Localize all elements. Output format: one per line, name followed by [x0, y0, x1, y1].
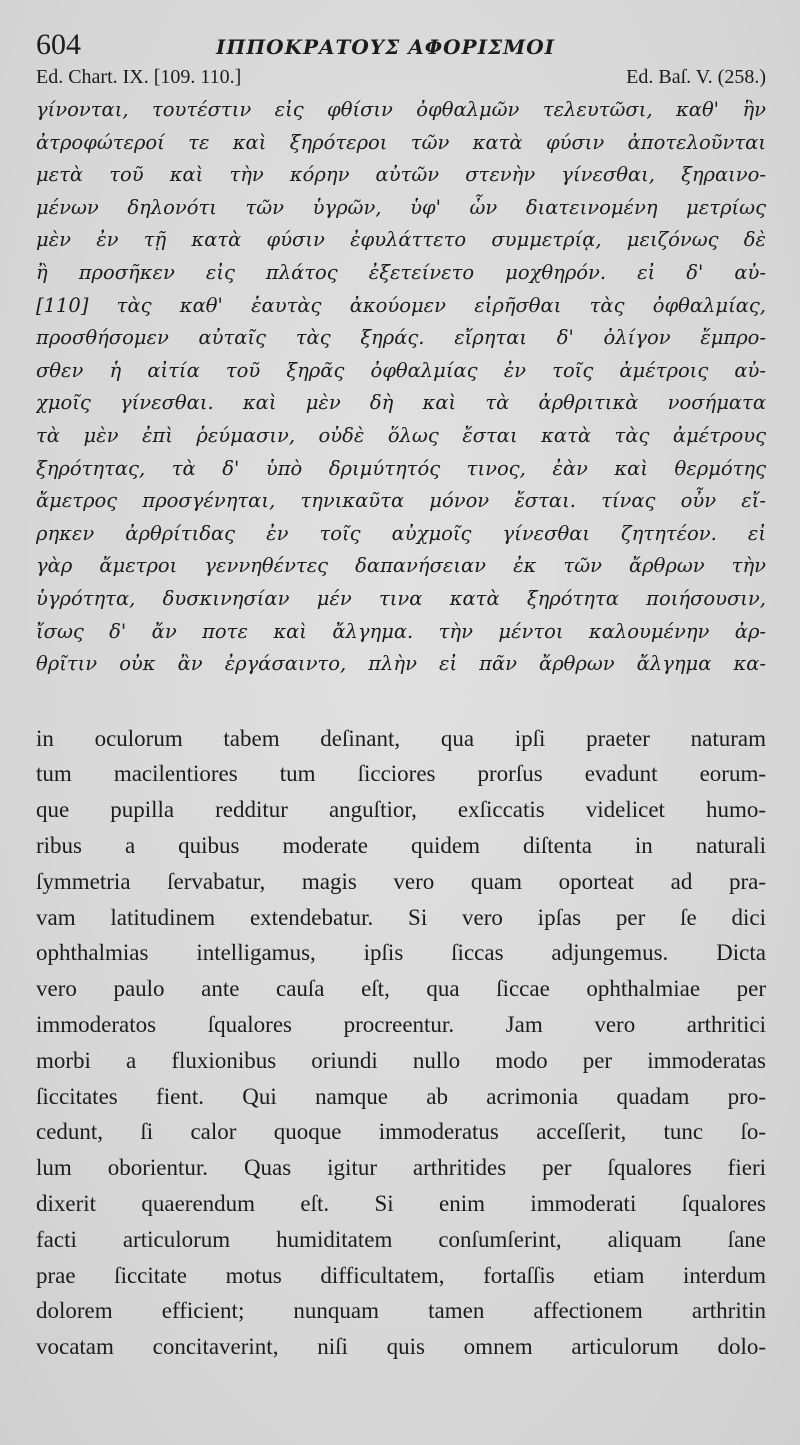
latin-text-line: immoderatos ſqualores procreentur. Jam vero arthritici	[36, 1012, 766, 1038]
greek-text-line: γὰρ ἄμετροι γεννηθέντες δαπανήσειαν ἐκ τῶν ἄρθρων τὴν	[36, 554, 766, 578]
greek-text-line: ἴσως δ' ἄν ποτε καὶ ἄλγημα. τὴν μέντοι καλουμένην ἀρ-	[36, 619, 766, 643]
latin-text-line: ribus a quibus moderate quidem diſtenta in naturali	[36, 833, 766, 859]
latin-text-block	[36, 721, 766, 1365]
latin-text-line: in oculorum tabem deſinant, qua ipſi praeter naturam	[36, 725, 766, 751]
latin-text-line: tum macilentiores tum ſicciores prorſus evadunt eorum-	[36, 761, 766, 787]
greek-text-line: ξηρότητας, τὰ δ' ὑπὸ δριμύτητός τινος, ἐὰν καὶ θερμότης	[36, 456, 766, 480]
greek-text-line: τὰ μὲν ἐπὶ ῥεύμασιν, οὐδὲ ὅλως ἔσται κατὰ τὰς ἀμέτρους	[36, 423, 766, 447]
greek-text-line: ἀτροφώτεροί τε καὶ ξηρότεροι τῶν κατὰ φύσιν ἀποτελοῦνται	[36, 130, 766, 154]
latin-text-line: ſiccitates fient. Qui namque ab acrimonia quadam pro-	[36, 1083, 766, 1109]
greek-text-line: ὑγρότητα, δυσκινησίαν μέν τινα κατὰ ξηρότητα ποιήσουσιν,	[36, 586, 766, 610]
latin-text-line: facti articulorum humiditatem conſumſerint, aliquam ſane	[36, 1226, 766, 1252]
greek-text-line: ρηκεν ἀρθρίτιδας ἐν τοῖς αὐχμοῖς γίνεσθαι ζητητέον. εἰ	[36, 521, 766, 545]
latin-text-line: dolorem efficient; nunquam tamen affectionem arthritin	[36, 1298, 766, 1324]
latin-text-line: dixerit quaerendum eſt. Si enim immoderati ſqualores	[36, 1191, 766, 1217]
latin-text-line: vam latitudinem extendebatur. Si vero ipſas per ſe dici	[36, 904, 766, 930]
greek-text-line: ἢ προσῆκεν εἰς πλάτος ἐξετείνετο μοχθηρόν. εἰ δ' αὐ-	[36, 260, 766, 284]
greek-text-line: ἄμετρος προσγένηται, τηνικαῦτα μόνον ἔσται. τίνας οὖν εἴ-	[36, 489, 766, 513]
greek-text-line: γίνονται, τουτέστιν εἰς φθίσιν ὀφθαλμῶν τελευτῶσι, καθ' ἣν	[36, 98, 766, 121]
greek-text-line: θρῖτιν οὐκ ἂν ἐργάσαιντο, πλὴν εἰ πᾶν ἄρθρων ἄλγημα κα-	[36, 652, 766, 676]
greek-text-line: προσθήσομεν αὐταῖς τὰς ξηράς. εἴρηται δ' ὀλίγον ἔμπρο-	[36, 326, 766, 350]
greek-text-line: μετὰ τοῦ καὶ τὴν κόρην αὐτῶν στενὴν γίνεσθαι, ξηραινο-	[36, 163, 766, 187]
running-title: ΙΠΠΟΚΡΑΤΟΥΣ ΑΦΟΡΙΣΜΟΙ	[216, 35, 556, 59]
latin-text-line: ſymmetria ſervabatur, magis vero quam oporteat ad pra-	[36, 868, 766, 894]
section-gap	[36, 681, 766, 721]
latin-text-line: lum oborientur. Quas igitur arthritides per ſqualores fieri	[36, 1155, 766, 1181]
greek-text-block	[36, 94, 766, 681]
latin-text-line: cedunt, ſi calor quoque immoderatus acceſſerit, tunc ſo-	[36, 1119, 766, 1145]
greek-text-line: σθεν ἡ αἰτία τοῦ ξηρᾶς ὀφθαλμίας ἐν τοῖς ἀμέτροις αὐ-	[36, 358, 766, 382]
greek-text-line: [110] τὰς καθ' ἑαυτὰς ἀκούομεν εἰρῆσθαι τὰς ὀφθαλμίας,	[36, 293, 766, 317]
edition-reference-row	[36, 66, 766, 94]
latin-text-line: vocatam concitaverint, niſi quis omnem articulorum dolo-	[36, 1334, 766, 1360]
latin-text-line: vero paulo ante cauſa eſt, qua ſiccae ophthalmiae per	[36, 976, 766, 1002]
edition-reference-left: Ed. Chart. IX. [109. 110.]	[36, 66, 242, 88]
greek-text-line: μὲν ἐν τῇ κατὰ φύσιν ἐφυλάττετο συμμετρίᾳ, μειζόνως δὲ	[36, 228, 766, 252]
greek-text-line: μένων δηλονότι τῶν ὑγρῶν, ὑφ' ὧν διατεινομένη μετρίως	[36, 195, 766, 219]
latin-text-line: morbi a fluxionibus oriundi nullo modo per immoderatas	[36, 1047, 766, 1073]
edition-reference-right: Ed. Baſ. V. (258.)	[626, 66, 766, 88]
latin-text-line: ophthalmias intelligamus, ipſis ſiccas adjungemus. Dicta	[36, 940, 766, 966]
greek-text-line: χμοῖς γίνεσθαι. καὶ μὲν δὴ καὶ τὰ ἀρθριτικὰ νοσήματα	[36, 391, 766, 415]
latin-text-line: prae ſiccitate motus difficultatem, fortaſſis etiam interdum	[36, 1262, 766, 1288]
page-number: 604	[36, 28, 81, 61]
page-header	[36, 28, 766, 62]
latin-text-line: que pupilla redditur anguſtior, exſiccatis videlicet humo-	[36, 797, 766, 823]
